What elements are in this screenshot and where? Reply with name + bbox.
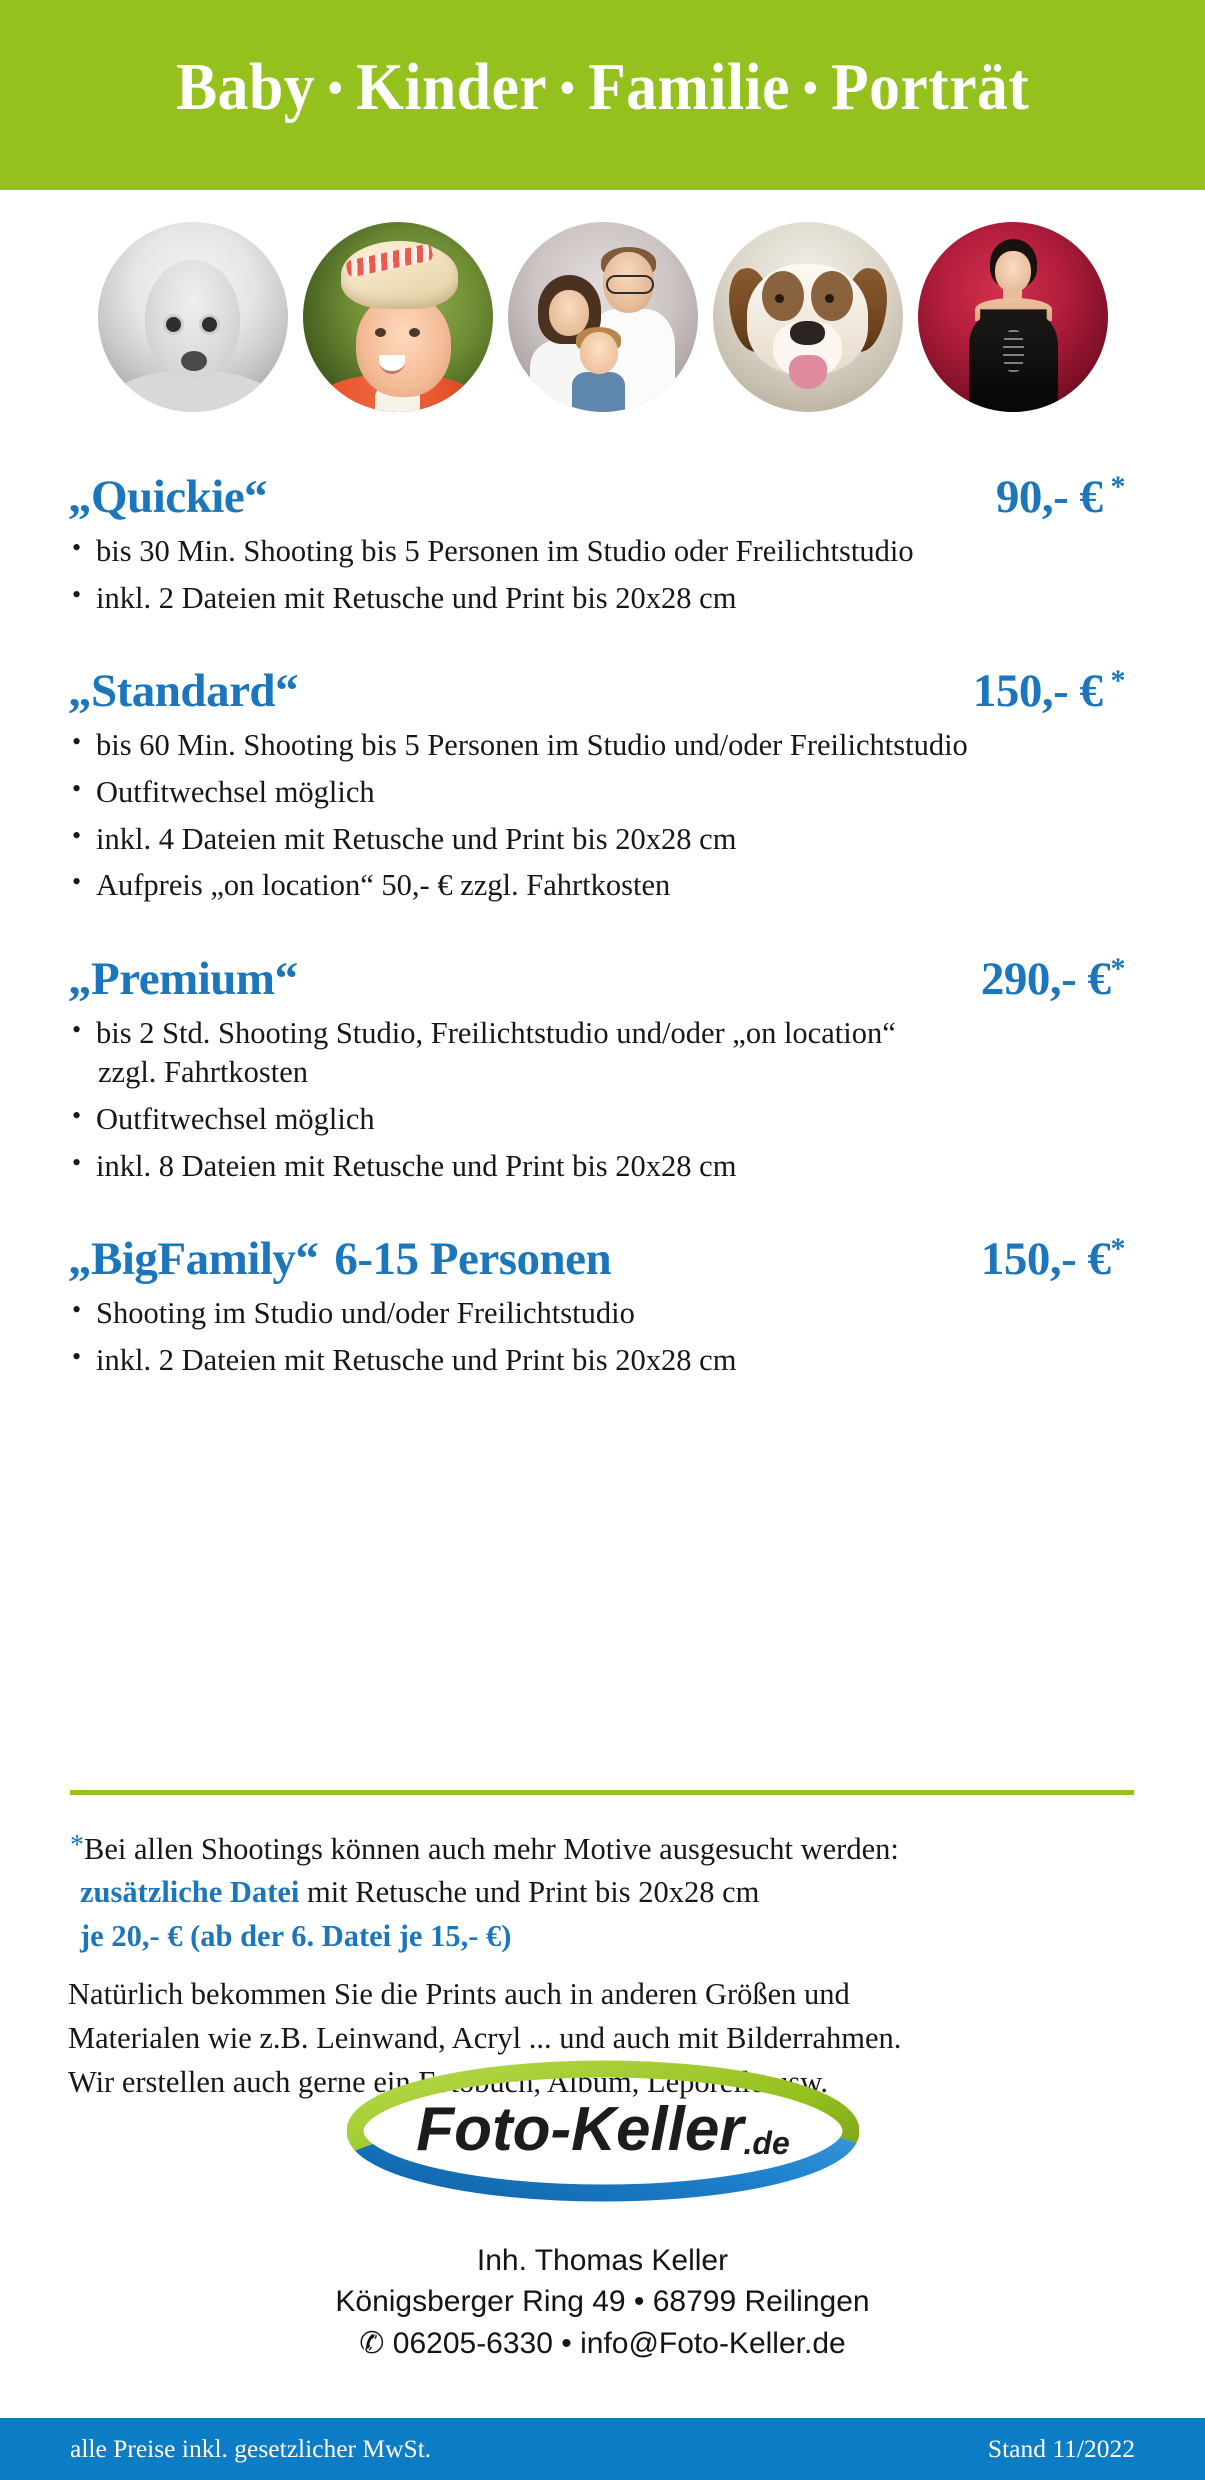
- footnote-line-1: Bei allen Shootings können auch mehr Motive ausgesucht werden:: [84, 1832, 899, 1866]
- contact-address: Königsberger Ring 49 • 68799 Reilingen: [335, 2285, 870, 2319]
- package-quickie: [0, 470, 1205, 618]
- photo-woman-scene: [918, 222, 1108, 412]
- feature-text: bis 2 Std. Shooting Studio, Freilichtstudio und/oder „on location“: [96, 1015, 896, 1050]
- list-item: [72, 1014, 1135, 1093]
- price-amount: 150,- €: [980, 1233, 1111, 1286]
- info-line-1: Natürlich bekommen Sie die Prints auch in anderen Größen und: [68, 1977, 850, 2011]
- vat-notice: alle Preise inkl. gesetzlicher MwSt.: [70, 2434, 432, 2463]
- photo-child: [303, 222, 493, 412]
- page-title: [176, 49, 1029, 126]
- price-amount: 290,- €: [980, 952, 1111, 1005]
- feature-text: Outfitwechsel möglich: [96, 1102, 375, 1137]
- price-asterisk: *: [1110, 1232, 1125, 1266]
- info-line-3: Wir erstellen auch gerne ein Fotobuch, Album, Leporello usw.: [68, 2065, 828, 2100]
- package-price: [981, 1232, 1125, 1286]
- list-item: [72, 1294, 1135, 1334]
- woman-dress-sparkle: [1003, 330, 1024, 372]
- list-item: [72, 532, 1135, 572]
- feature-text: inkl. 2 Dateien mit Retusche und Print bis 20x28 cm: [96, 1343, 737, 1378]
- package-header: [0, 1232, 1205, 1286]
- contact-block: [0, 2240, 1205, 2364]
- bullet-separator: •: [802, 61, 818, 113]
- feature-text: bis 30 Min. Shooting bis 5 Personen im Studio oder Freilichtstudio: [96, 534, 914, 568]
- package-title: [68, 470, 267, 524]
- child-face: [356, 294, 451, 397]
- package-price: [973, 664, 1125, 718]
- price-amount: 150,- €: [972, 665, 1103, 718]
- feature-text: inkl. 2 Dateien mit Retusche und Print bis 20x28 cm: [96, 580, 737, 615]
- package-features: [0, 726, 1205, 906]
- package-name: „Standard“: [68, 665, 299, 718]
- photo-baby-scene: [98, 222, 288, 412]
- photo-family: [508, 222, 698, 412]
- toddler-body: [572, 372, 625, 412]
- father-glasses: [606, 275, 654, 294]
- package-title: [68, 952, 298, 1006]
- list-item: [72, 1147, 1135, 1187]
- bullet-separator: •: [327, 61, 343, 113]
- footnote: [70, 1826, 1150, 1958]
- feature-text: Aufpreis „on location“ 50,- € zzgl. Fahrtkosten: [96, 868, 671, 903]
- package-price: [996, 470, 1125, 524]
- package-header: [0, 952, 1205, 1006]
- footnote-line-3: je 20,- € (ab der 6. Datei je 15,- €): [80, 1918, 512, 1953]
- package-name: „Premium“: [68, 952, 298, 1005]
- category-familie: Familie: [587, 49, 790, 124]
- baby-eye-right: [202, 317, 217, 332]
- package-price: [981, 952, 1125, 1006]
- package-title: [68, 664, 298, 718]
- category-baby: Baby: [175, 49, 315, 124]
- package-features: [0, 1294, 1205, 1380]
- toddler-head: [580, 332, 618, 374]
- contact-phone-email[interactable]: ✆ 06205-6330 • info@Foto-Keller.de: [359, 2326, 846, 2360]
- package-name: „BigFamily“: [68, 1233, 319, 1286]
- list-item: [72, 820, 1135, 860]
- package-title: [68, 1232, 611, 1286]
- package-standard: [0, 664, 1205, 906]
- category-portraet: Porträt: [830, 49, 1030, 124]
- package-header: [0, 470, 1205, 524]
- list-item: [72, 866, 1135, 906]
- feature-text: inkl. 4 Dateien mit Retusche und Print bis 20x28 cm: [96, 821, 737, 856]
- contact-owner: Inh. Thomas Keller: [476, 2244, 729, 2277]
- package-subtitle: 6-15 Personen: [334, 1233, 612, 1286]
- photo-baby: [98, 222, 288, 412]
- list-item: [72, 579, 1135, 619]
- logo-wordmark: Foto-Keller.de: [415, 2095, 790, 2164]
- feature-text: bis 60 Min. Shooting bis 5 Personen im Studio und/oder Freilichtstudio: [96, 728, 968, 763]
- feature-text: Outfitwechsel möglich: [96, 774, 375, 809]
- list-item: [72, 773, 1135, 813]
- list-item: [72, 1341, 1135, 1381]
- photo-woman: [918, 222, 1108, 412]
- photo-dog-scene: [713, 222, 903, 412]
- package-name: „Quickie“: [68, 471, 268, 523]
- category-kinder: Kinder: [355, 49, 547, 124]
- bottom-bar: [0, 2418, 1205, 2480]
- logo-container: [0, 2058, 1205, 2204]
- photo-dog: [713, 222, 903, 412]
- dog-nose: [790, 321, 824, 346]
- footnote-line-2-rest: mit Retusche und Print bis 20x28 cm: [299, 1875, 760, 1910]
- price-asterisk: *: [1110, 470, 1125, 503]
- header-banner: [0, 0, 1205, 190]
- footnote-line-2: [70, 1871, 1150, 1914]
- package-bigfamily: [0, 1232, 1205, 1380]
- bullet-separator: •: [559, 61, 576, 113]
- footnote-asterisk: *: [70, 1830, 84, 1861]
- photo-family-scene: [508, 222, 698, 412]
- dog-tongue: [789, 355, 827, 389]
- package-header: [0, 664, 1205, 718]
- section-divider: [70, 1790, 1134, 1795]
- price-asterisk: *: [1110, 664, 1125, 698]
- footnote-highlight: zusätzliche Datei: [80, 1875, 300, 1910]
- list-item: [72, 726, 1135, 766]
- price-asterisk: *: [1110, 951, 1125, 985]
- package-features: [0, 1014, 1205, 1187]
- list-item: [72, 1100, 1135, 1140]
- revision-date: Stand 11/2022: [987, 2434, 1135, 2463]
- package-premium: [0, 952, 1205, 1187]
- price-amount: 90,- €: [995, 471, 1103, 523]
- foto-keller-logo[interactable]: [347, 2058, 859, 2204]
- feature-text: inkl. 8 Dateien mit Retusche und Print bis 20x28 cm: [96, 1148, 737, 1183]
- baby-eye-left: [166, 317, 181, 332]
- package-list: [0, 470, 1205, 1388]
- info-line-2: Materialen wie z.B. Leinwand, Acryl ... und auch mit Bilderrahmen.: [68, 2021, 902, 2056]
- package-features: [0, 532, 1205, 618]
- photo-strip: [0, 222, 1205, 412]
- photo-child-scene: [303, 222, 493, 412]
- logo-svg: [347, 2058, 859, 2204]
- feature-text-continued: zzgl. Fahrtkosten: [98, 1055, 309, 1090]
- dog-eye-right: [825, 294, 834, 303]
- feature-text: Shooting im Studio und/oder Freilichtstudio: [96, 1296, 635, 1331]
